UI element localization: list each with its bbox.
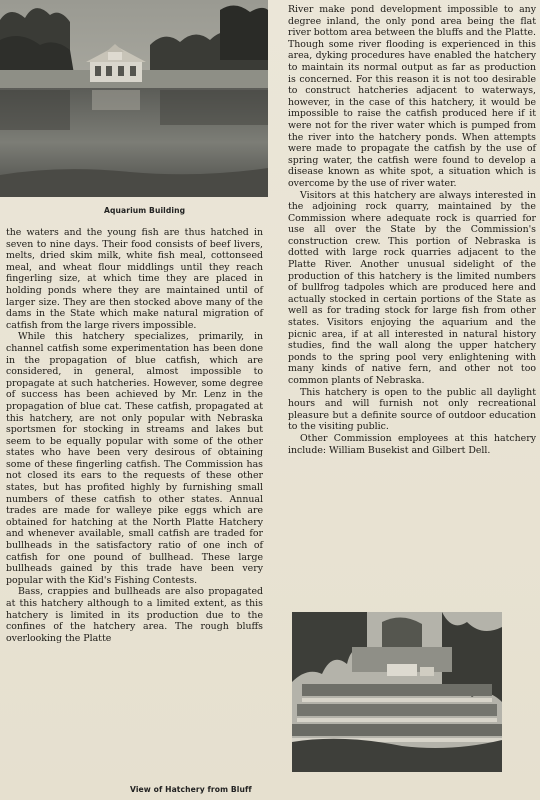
hatchery-from-bluff-photo [292,612,502,772]
paragraph: Visitors at this hatchery are always interested in the adjoining rock quarry, maintained by the Commission where adequate rock is quarried for use all over the State by the Commission's construction crew. This portion of Nebraska is dotted with large rock quarries adjacent to the Platte River. Another unusual sidelight of the production of this hatchery is the limited numbers of bullfrog tadpoles which are produced here and actually stocked in certain portions of the State as well as for trading stock for large fish from other states. Visitors enjoying the aquarium and the picnic area, if at all interested in natural history studies, find the wall along the upper hatchery ponds to the spring pool very enlightening with many kinds of native fern, and other not too common plants of Nebraska. [288,189,536,386]
caption-view-of-hatchery: View of Hatchery from Bluff [130,785,252,794]
article-right-column [288,4,536,456]
paragraph: Other Commission employees at this hatchery include: William Busekist and Gilbert Dell. [288,432,536,456]
article-left-column [6,227,263,644]
caption-aquarium-building: Aquarium Building [104,206,186,215]
paragraph: Bass, crappies and bullheads are also propagated at this hatchery although to a limited extent, as this hatchery is limited in its production due to the confines of the hatchery area. The rough bluffs overlooking the Platte [6,586,263,644]
aquarium-building-photo [0,0,268,197]
paragraph: This hatchery is open to the public all daylight hours and will furnish not only recreational pleasure but a definite source of outdoor education to the visiting public. [288,386,536,433]
paragraph: the waters and the young fish are thus hatched in seven to nine days. Their food consists of beef livers, melts, dried skim milk, white fish meal, cottonseed meal, and wheat flour middlings until they reach fingerling size, at which time they are placed in holding ponds where they are maintained until of larger size. They are then stocked above many of the dams in the State which make natural migration of catfish from the large rivers impossible. [6,227,263,331]
paragraph: While this hatchery specializes, primarily, in channel catfish some experimentation has been done in the propagation of blue catfish, which are considered, in general, almost impossible to propagate at such hatcheries. However, some degree of success has been achieved by Mr. Lenz in the propagation of blue cat. These catfish, propagated at this hatchery, are not only popular with Nebraska sportsmen for stocking in streams and lakes but seem to be equally popular with some of the other states who have been very desirous of obtaining some of these fingerling catfish. The Commission has not closed its ears to the requests of these other states, but has profited highly by furnishing small numbers of these catfish to other states. Annual trades are made for walleye pike eggs which are obtained for hatching at the North Platte Hatchery and whenever available, small catfish are traded for bullheads in the satisfactory ratio of one inch of catfish for one pound of bullhead. These large bullheads gained by this trade have been very popular with the Kid's Fishing Contests. [6,331,263,586]
paragraph: River make pond development impossible to any degree inland, the only pond area being the flat river bottom area between the bluffs and the Platte. Though some river flooding is experienced in this area, dyking procedures have enabled the hatchery to maintain its normal output as far as production is concerned. For this reason it is not too desirable to construct hatcheries adjacent to waterways, however, in the case of this hatchery, it would be impossible to raise the catfish produced here if it were not for the river water which is pumped from the river into the hatchery ponds. When attempts were made to propagate the catfish by the use of spring water, the catfish were found to develop a disease known as white spot, a situation which is overcome by the use of river water. [288,4,536,189]
